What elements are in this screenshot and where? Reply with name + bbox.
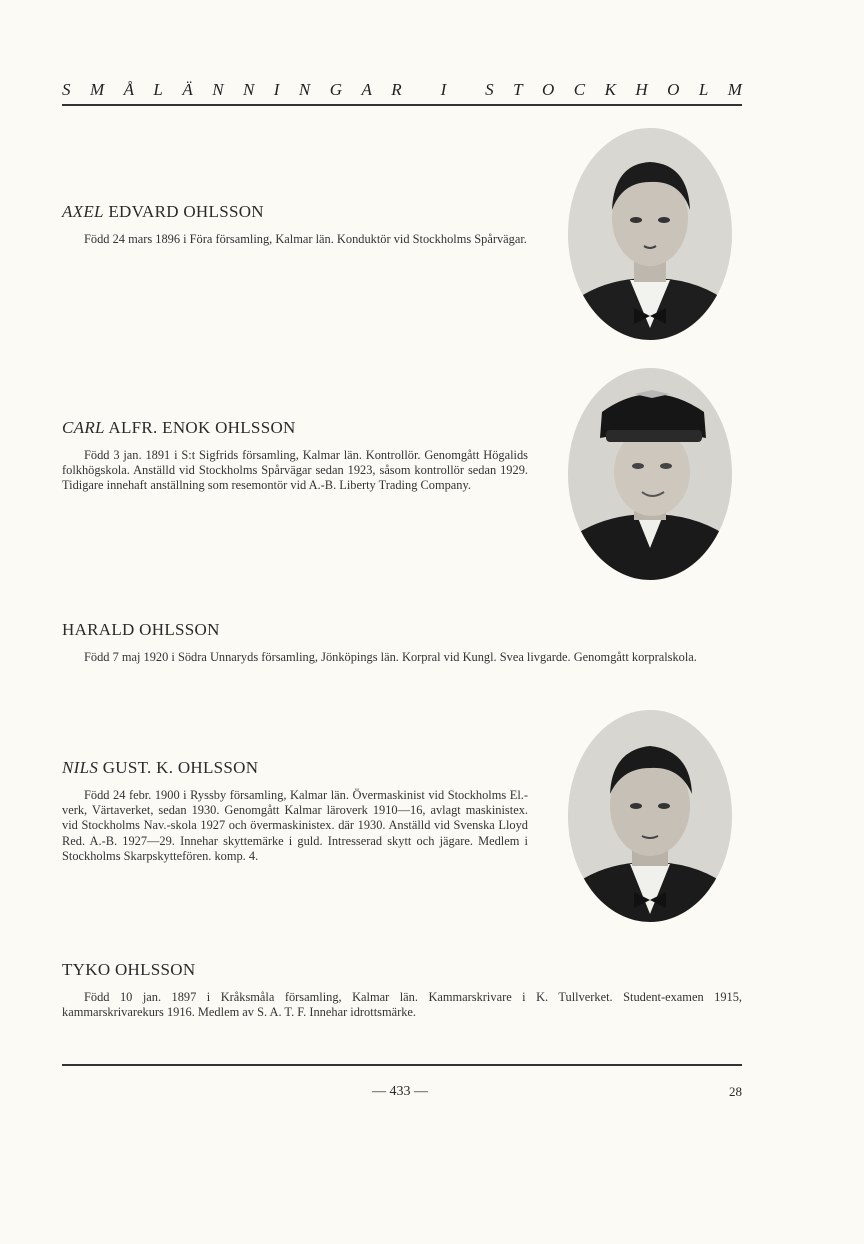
- running-head-letter: O: [667, 80, 680, 99]
- running-head-letter: N: [298, 80, 311, 99]
- entry-bio: [62, 232, 528, 247]
- entry-carl-ohlsson: [62, 418, 528, 494]
- entry-name-rest: TYKO OHLSSON: [62, 960, 196, 979]
- entry-name: [62, 418, 528, 438]
- running-head-letter: O: [542, 80, 555, 99]
- running-head-letter: L: [153, 80, 163, 99]
- running-head-letter: M: [727, 80, 742, 99]
- header-rule: [62, 104, 742, 106]
- entry-name-italic: NILS: [62, 758, 99, 777]
- running-head: [62, 80, 742, 100]
- running-head-letter: L: [698, 80, 709, 99]
- entry-tyko-ohlsson: [62, 960, 742, 1020]
- entry-nils-ohlsson: [62, 758, 528, 864]
- page-number: — 433 —: [372, 1084, 428, 1099]
- running-head-letter: Ä: [182, 80, 193, 99]
- portrait-carl-ohlsson: [568, 368, 732, 580]
- entry-bio-text: Född 7 maj 1920 i Södra Unnaryds församling, Jönköpings län. Korpral vid Kungl. Svea livgarde. Genomgått korpralskola.: [84, 650, 697, 664]
- entry-name: [62, 620, 742, 640]
- running-head-letter: C: [573, 80, 586, 99]
- entry-name: [62, 758, 528, 778]
- entry-name-italic: AXEL: [62, 202, 104, 221]
- portrait-nils-ohlsson: [568, 710, 732, 922]
- running-head-letter: T: [513, 80, 523, 99]
- running-head-letter: Å: [123, 80, 134, 99]
- entry-bio-text: Född 24 febr. 1900 i Ryssby församling, Kalmar län. Övermaskinist vid Stockholms El.-verk, Värtaverket, sedan 1930. Genomgått Kalmar läroverk 1910—16, avlagt maskinistex. vid Stockholms Nav.-skola 1927 och övermaskinistex. där 1930. Anställd vid Svenska Lloyd Red. A.-B. 1927—29. Innehar skyttemärke i guld. Intresserad skytt och jägare. Medlem i Stockholms Skarpskyttefören. komp. 4.: [62, 788, 528, 863]
- running-head-letter: N: [242, 80, 255, 99]
- entry-bio: [62, 448, 528, 494]
- running-head-letter: A: [361, 80, 372, 99]
- entry-bio-text: Född 10 jan. 1897 i Kråksmåla församling, Kalmar län. Kammarskrivare i K. Tullverket. Student-examen 1915, kammarskrivarekurs 1916. Medlem av S. A. T. F. Innehar idrottsmärke.: [62, 990, 742, 1020]
- running-head-letter: G: [329, 80, 342, 99]
- running-head-letter: I: [273, 80, 280, 99]
- running-head-letter: M: [89, 80, 105, 99]
- entry-name-rest: ALFR. ENOK OHLSSON: [104, 418, 296, 437]
- entry-axel-ohlsson: [62, 202, 528, 247]
- entry-name: [62, 960, 742, 980]
- running-head-letter: S: [485, 80, 494, 99]
- running-head-letter: N: [212, 80, 224, 99]
- entry-bio: [62, 650, 742, 665]
- footer-rule: [62, 1064, 742, 1066]
- running-head-letter: R: [391, 80, 402, 99]
- entry-name-italic: CARL: [62, 418, 105, 437]
- entry-name-rest: GUST. K. OHLSSON: [98, 758, 259, 777]
- entry-name-rest: EDVARD OHLSSON: [103, 202, 264, 221]
- entry-name-rest: HARALD OHLSSON: [62, 620, 220, 639]
- running-head-letter: H: [635, 80, 648, 99]
- portrait-axel-ohlsson: [568, 128, 732, 340]
- entry-harald-ohlsson: [62, 620, 742, 665]
- entry-bio: [62, 788, 528, 864]
- running-head-letter: I: [440, 80, 447, 99]
- running-head-letter: S: [62, 80, 71, 99]
- running-head-letter: K: [604, 80, 616, 99]
- sheet-number: 28: [729, 1084, 742, 1099]
- entry-bio-text: Född 3 jan. 1891 i S:t Sigfrids församling, Kalmar län. Kontrollör. Genomgått Högalids folkhögskola. Anställd vid Stockholms Spårvägar sedan 1923, såsom kontrollör sedan 1929. Tidigare innehaft anställning som resemontör vid A.-B. Liberty Trading Company.: [62, 448, 528, 493]
- entry-name: [62, 202, 528, 222]
- entry-bio-text: Född 24 mars 1896 i Föra församling, Kalmar län. Konduktör vid Stockholms Spårvägar.: [84, 232, 527, 246]
- entry-bio: [62, 990, 742, 1020]
